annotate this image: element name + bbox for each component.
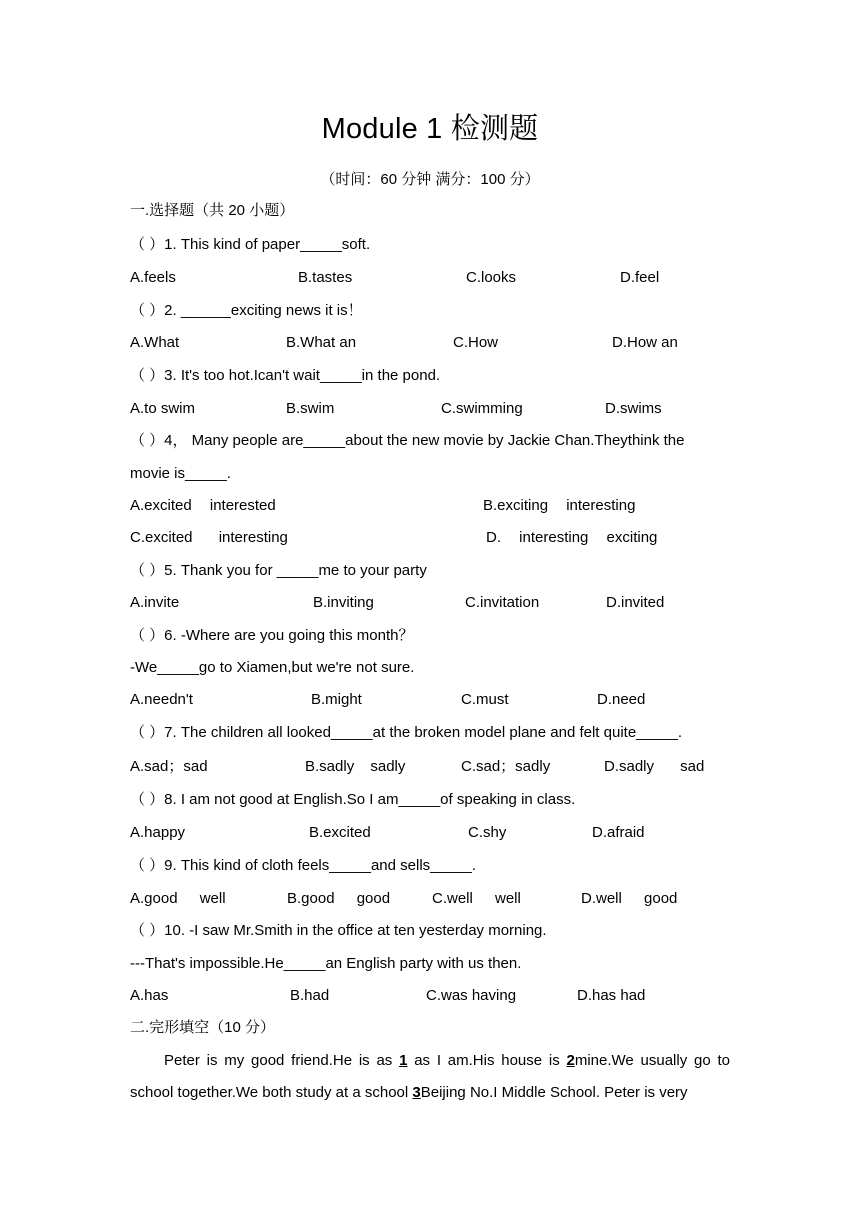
- question-stem-continued: ---That's impossible.He_____an English party with us then.: [130, 955, 522, 972]
- option-a: A.has: [130, 987, 169, 1004]
- question-stem: （ ）2. ______exciting news it is！: [130, 302, 363, 319]
- option-b: B.good good: [287, 890, 391, 907]
- option-a: A.What: [130, 334, 180, 351]
- option-b: B.swim: [286, 400, 335, 417]
- question-stem: （ ）5. Thank you for _____me to your party: [130, 562, 427, 579]
- option-a: A.to swim: [130, 400, 196, 417]
- option-b: B.might: [311, 691, 362, 708]
- question-options: [130, 495, 730, 517]
- option-c: C.well well: [432, 890, 521, 907]
- question-options: [130, 822, 730, 844]
- option-d: D.need: [597, 691, 646, 708]
- option-d: D.How an: [612, 334, 678, 351]
- question-stem: （ ）8. I am not good at English.So I am_____of speaking in class.: [130, 791, 576, 808]
- question-stem-continued: -We_____go to Xiamen,but we're not sure.: [130, 659, 415, 676]
- option-a: A.needn't: [130, 691, 193, 708]
- blank-number: 2: [566, 1052, 575, 1069]
- question-options: [130, 332, 730, 354]
- option-c: C.looks: [466, 269, 517, 286]
- option-b: B.exciting interesting: [483, 497, 636, 514]
- option-a: A.happy: [130, 824, 186, 841]
- section-heading: 一.选择题（共 20 小题）: [130, 202, 295, 219]
- page-title: Module 1 检测题: [321, 113, 539, 145]
- option-b: B.sadly sadly: [305, 758, 406, 775]
- option-a: A.good well: [130, 890, 226, 907]
- option-d: D.has had: [577, 987, 646, 1004]
- option-a: A.invite: [130, 594, 180, 611]
- option-c: C.swimming: [441, 400, 523, 417]
- question-stem: （ ）3. It's too hot.Ican't wait_____in the pond.: [130, 367, 441, 384]
- option-b: B.excited: [309, 824, 371, 841]
- option-b: B.inviting: [313, 594, 374, 611]
- question-options: [130, 592, 730, 614]
- question-options: [130, 756, 730, 778]
- paragraph-text: Beijing No.I Middle School. Peter is very: [420, 1084, 688, 1101]
- blank-number: 1: [399, 1052, 408, 1069]
- option-d: D. interesting exciting: [486, 529, 658, 546]
- question-options: [130, 985, 730, 1007]
- option-d: D.invited: [606, 594, 665, 611]
- blank-number: 3: [412, 1084, 421, 1101]
- question-options: [130, 527, 730, 549]
- option-a: A.feels: [130, 269, 176, 286]
- option-d: D.afraid: [592, 824, 645, 841]
- paragraph-text: Peter is my good friend.He is as: [164, 1052, 400, 1069]
- question-options: [130, 689, 730, 711]
- page-subtitle: （时间：60 分钟 满分：100 分）: [320, 171, 540, 188]
- option-c: C.excited interesting: [130, 529, 288, 546]
- option-a: A.sad；sad: [130, 758, 208, 775]
- option-c: C.sad；sadly: [461, 758, 551, 775]
- option-d: D.sadly sad: [604, 758, 705, 775]
- option-d: D.swims: [605, 400, 662, 417]
- paragraph-text: mine.We usually go to school together.We both study at a school: [130, 1052, 730, 1101]
- option-b: B.tastes: [298, 269, 353, 286]
- option-c: C.invitation: [465, 594, 540, 611]
- question-stem: （ ）10. -I saw Mr.Smith in the office at ten yesterday morning.: [130, 922, 547, 939]
- option-b: B.had: [290, 987, 330, 1004]
- question-stem: （ ）1. This kind of paper_____soft.: [130, 236, 371, 253]
- question-options: [130, 267, 730, 289]
- question-options: [130, 398, 730, 420]
- cloze-paragraph: [130, 1045, 730, 1109]
- section-heading: 二.完形填空（10 分）: [130, 1019, 276, 1036]
- question-stem: （ ）7. The children all looked_____at the broken model plane and felt quite_____.: [130, 724, 683, 741]
- question-stem-continued: movie is_____.: [130, 465, 231, 482]
- question-options: [130, 888, 730, 910]
- question-stem: （ ）6. -Where are you going this month？: [130, 627, 414, 644]
- option-c: C.must: [461, 691, 509, 708]
- paragraph-text: as I am.His house is: [407, 1052, 567, 1069]
- option-c: C.How: [453, 334, 499, 351]
- option-d: D.well good: [581, 890, 678, 907]
- option-b: B.What an: [286, 334, 357, 351]
- option-a: A.excited interested: [130, 497, 276, 514]
- option-c: C.shy: [468, 824, 507, 841]
- option-d: D.feel: [620, 269, 660, 286]
- question-stem: （ ）9. This kind of cloth feels_____and sells_____.: [130, 857, 477, 874]
- option-c: C.was having: [426, 987, 517, 1004]
- question-stem: （ ）4， Many people are_____about the new movie by Jackie Chan.Theythink the: [130, 432, 685, 449]
